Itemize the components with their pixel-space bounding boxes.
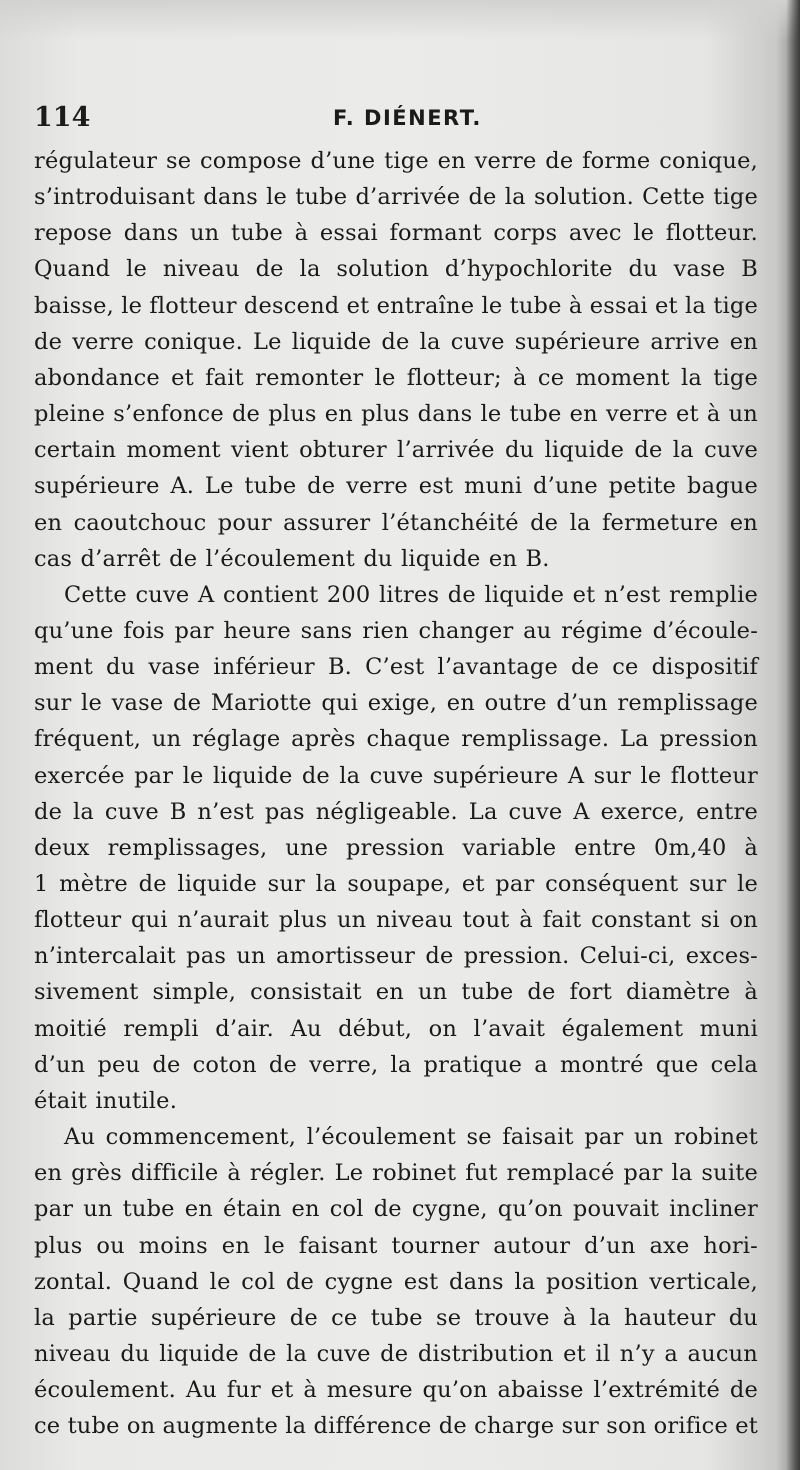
page-top-shading <box>0 0 800 40</box>
text-line: était inutile. <box>34 1087 178 1114</box>
text-line: Cette cuve A contient 200 litres de liquide et n’est remplie <box>64 581 758 608</box>
text-line: pleine s’enfonce de plus en plus dans le tube en verre et à un <box>34 401 758 428</box>
text-line: d’un peu de coton de verre, la pratique a montré que cela <box>34 1051 758 1078</box>
text-line: plus ou moins en le faisant tourner autour d’un axe hori- <box>34 1232 758 1259</box>
text-line: zontal. Quand le col de cygne est dans la position verticale, <box>34 1268 758 1295</box>
text-line: ce tube on augmente la différence de charge sur son orifice et <box>34 1413 758 1440</box>
text-line: sivement simple, consistait en un tube de fort diamètre à <box>34 979 758 1006</box>
text-line: fréquent, un réglage après chaque remplissage. La pression <box>34 726 758 753</box>
text-line: la partie supérieure de ce tube se trouve à la hauteur du <box>34 1304 758 1331</box>
text-line: Au commencement, l’écoulement se faisait par un robinet <box>64 1124 758 1151</box>
text-line: de la cuve B n’est pas négligeable. La cuve A exerce, entre <box>34 798 758 825</box>
text-line: s’introduisant dans le tube d’arrivée de la solution. Cette tige <box>34 184 758 211</box>
text-line: cas d’arrêt de l’écoulement du liquide en B. <box>34 545 550 572</box>
text-line: niveau du liquide de la cuve de distribution et il n’y a aucun <box>34 1340 758 1367</box>
page-header <box>0 100 800 140</box>
text-line: sur le vase de Mariotte qui exige, en outre d’un remplissage <box>34 690 758 717</box>
text-line: repose dans un tube à essai formant corps avec le flotteur. <box>34 220 758 247</box>
page-edge-shadow <box>786 0 800 1470</box>
text-line: en caoutchouc pour assurer l’étanchéité de la fermeture en <box>34 509 758 536</box>
text-line: n’intercalait pas un amortisseur de pression. Celui-ci, exces- <box>34 943 758 970</box>
text-line: ment du vase inférieur B. C’est l’avantage de ce dispositif <box>34 654 758 681</box>
text-line: abondance et fait remonter le flotteur; à ce moment la tige <box>34 364 758 391</box>
text-line: par un tube en étain en col de cygne, qu’on pouvait incliner <box>34 1196 758 1223</box>
text-line: 1 mètre de liquide sur la soupape, et par conséquent sur le <box>34 871 758 897</box>
running-head: F. DIÉNERT. <box>333 106 482 130</box>
text-line: exercée par le liquide de la cuve supérieure A sur le flotteur <box>34 762 758 789</box>
text-line: régulateur se compose d’une tige en verre de forme conique, <box>34 148 758 174</box>
text-line: moitié rempli d’air. Au début, on l’avait également muni <box>34 1015 758 1042</box>
text-line: écoulement. Au fur et à mesure qu’on abaisse l’extrémité de <box>34 1377 758 1404</box>
text-line: deux remplissages, une pression variable entre 0m,40 à <box>34 834 758 861</box>
text-line: certain moment vient obturer l’arrivée du liquide de la cuve <box>34 437 758 464</box>
text-line: de verre conique. Le liquide de la cuve supérieure arrive en <box>34 328 758 355</box>
text-line: baisse, le flotteur descend et entraîne le tube à essai et la tige <box>34 292 758 319</box>
text-line: en grès difficile à régler. Le robinet fut remplacé par la suite <box>34 1160 758 1187</box>
text-line: supérieure A. Le tube de verre est muni d’une petite bague <box>34 473 758 500</box>
page-number: 114 <box>34 102 91 133</box>
text-line: flotteur qui n’aurait plus un niveau tout à fait constant si on <box>34 907 758 934</box>
text-line: Quand le niveau de la solution d’hypochlorite du vase B <box>34 256 758 283</box>
text-line: qu’une fois par heure sans rien changer au régime d’écoule- <box>34 617 758 644</box>
